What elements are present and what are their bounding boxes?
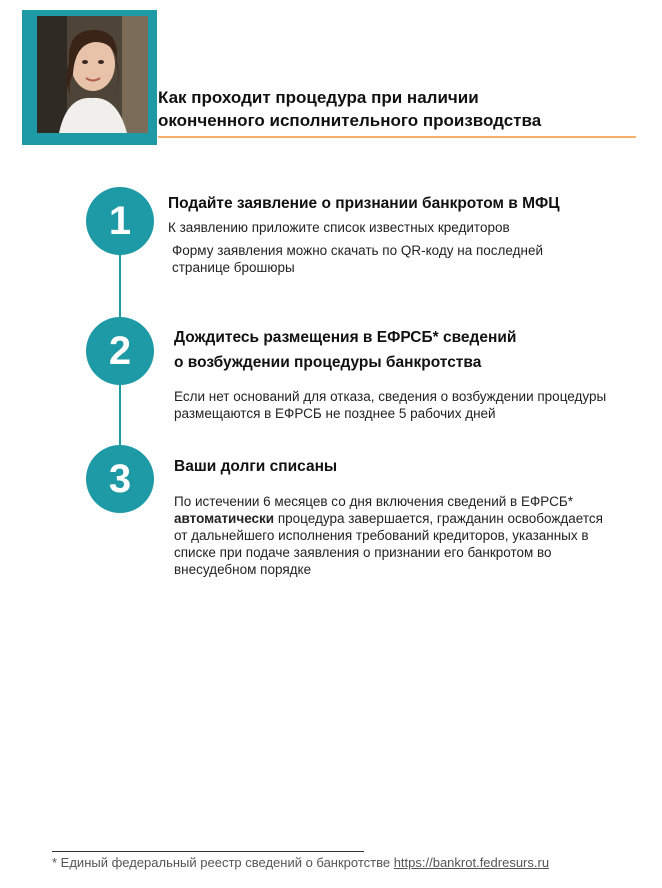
- footnote-text: * Единый федеральный реестр сведений о банкротстве: [52, 855, 394, 870]
- step-2-text-line1: Если нет оснований для отказа, сведения о возбуждении процедуры: [174, 389, 607, 404]
- footnote: [52, 855, 549, 870]
- step-3-text: [174, 493, 603, 578]
- footnote-divider: [52, 851, 364, 852]
- step-number-3: 3: [86, 445, 154, 513]
- step-3-text-line1: По истечении 6 месяцев со дня включения сведений в ЕФРСБ*: [174, 494, 573, 509]
- step-3-text-line2: [174, 510, 603, 527]
- step-1-note-line1: Форму заявления можно скачать по QR-коду на последней: [172, 243, 543, 258]
- step-2-heading-line1: Дождитесь размещения в ЕФРСБ* сведений: [174, 329, 517, 346]
- portrait-photo: [37, 16, 148, 133]
- step-3-heading: Ваши долги списаны: [174, 458, 338, 475]
- step-3-text-line4: списке при подаче заявления о признании его банкротом во: [174, 545, 552, 560]
- step-number-1: 1: [86, 187, 154, 255]
- step-3-bold-word: автоматически: [174, 511, 275, 526]
- step-2-text: [174, 388, 606, 422]
- timeline-connector: [119, 250, 121, 320]
- step-3-text-line2-rest: процедура завершается, гражданин освобождается: [274, 511, 603, 526]
- page-title-line1: Как проходит процедура при наличии: [158, 88, 479, 107]
- step-2-heading: [174, 325, 516, 375]
- step-3-text-line3: от дальнейшего исполнения требований кредиторов, указанных в: [174, 528, 589, 543]
- step-1-note: [172, 242, 543, 276]
- page-title: [158, 86, 638, 132]
- timeline-connector: [119, 380, 121, 450]
- step-3-text-line5: внесудебном порядке: [174, 562, 312, 577]
- step-1-text: К заявлению приложите список известных кредиторов: [168, 220, 510, 235]
- step-number-2: 2: [86, 317, 154, 385]
- footnote-link[interactable]: https://bankrot.fedresurs.ru: [393, 855, 550, 870]
- title-divider: [158, 136, 636, 138]
- step-1-heading: Подайте заявление о признании банкротом в МФЦ: [168, 195, 560, 212]
- page-title-line2: оконченного исполнительного производства: [158, 111, 542, 130]
- step-2-heading-line2: о возбуждении процедуры банкротства: [174, 354, 482, 371]
- step-1-note-line2: странице брошюры: [172, 260, 295, 275]
- step-2-text-line2: размещаются в ЕФРСБ не позднее 5 рабочих дней: [174, 406, 496, 421]
